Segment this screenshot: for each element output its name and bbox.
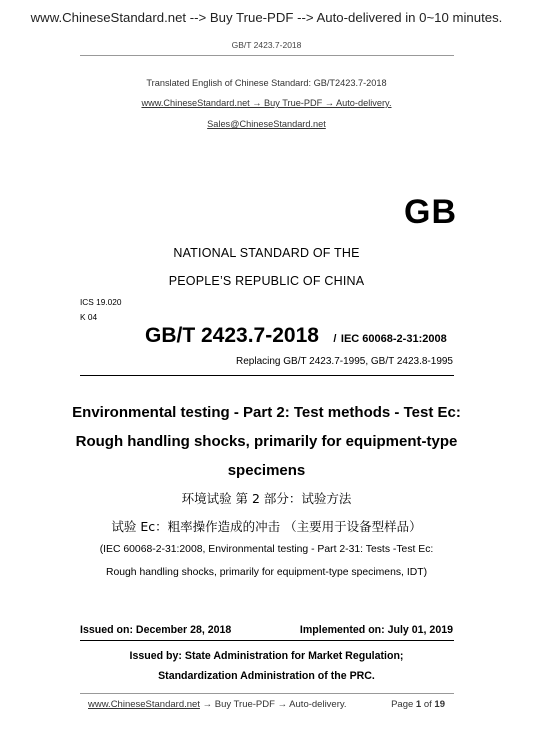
replacing-note: Replacing GB/T 2423.7-1995, GB/T 2423.8-1995 <box>236 356 453 367</box>
issue-date: Issued on: December 28, 2018 <box>80 624 232 636</box>
title-divider <box>80 375 454 376</box>
total-pages: 19 <box>434 699 445 710</box>
of-label: of <box>423 699 432 710</box>
dates-divider <box>80 640 454 641</box>
standard-number: GB/T 2423.7-2018 <box>145 324 319 347</box>
page-label: Page <box>391 699 414 710</box>
iec-reference-line-2: Rough handling shocks, primarily for equipment-type specimens, IDT) <box>105 567 428 578</box>
implementation-date: Implemented on: July 01, 2019 <box>299 624 453 636</box>
issued-by-line-1: Issued by: State Administration for Market Regulation; <box>129 650 404 662</box>
title-line-3: specimens <box>227 462 306 479</box>
issued-by-line-2: Standardization Administration of the PRC. <box>158 670 375 682</box>
header-divider <box>80 55 454 56</box>
footer-delivery <box>88 699 347 710</box>
chinese-title-line-2: 试验 Ec：粗率操作造成的冲击 （主要用于设备型样品） <box>111 519 422 534</box>
national-standard-line-1: NATIONAL STANDARD OF THE <box>173 246 360 260</box>
current-page: 1 <box>415 699 422 710</box>
national-standard-line-2: PEOPLE’S REPUBLIC OF CHINA <box>168 274 365 288</box>
gb-mark: GB <box>404 193 457 231</box>
standard-designation <box>145 324 447 348</box>
standard-separator: / <box>333 333 337 345</box>
ics-code: ICS 19.020 <box>80 297 122 307</box>
ccs-code: K 04 <box>80 312 98 322</box>
iec-reference-line-1: (IEC 60068-2-31:2008, Environmental testing - Part 2-31: Tests -Test Ec: <box>99 544 434 555</box>
footer-delivery-text: → Buy True-PDF → Auto-delivery. <box>199 699 347 710</box>
sales-email-link[interactable]: Sales@ChineseStandard.net <box>207 119 326 129</box>
iec-equivalent: IEC 60068-2-31:2008 <box>340 333 447 345</box>
title-line-1: Environmental testing - Part 2: Test methods - Test Ec: <box>72 404 461 421</box>
page-indicator <box>391 699 445 710</box>
top-banner: www.ChineseStandard.net --> Buy True-PDF --> Auto-delivered in 0~10 minutes. <box>30 10 503 25</box>
chinese-title-line-1: 环境试验 第 2 部分：试验方法 <box>181 491 352 506</box>
footer-divider <box>80 693 454 694</box>
title-line-2: Rough handling shocks, primarily for equipment-type <box>75 433 458 450</box>
translation-note: Translated English of Chinese Standard: GB/T2423.7-2018 <box>146 78 387 88</box>
delivery-note <box>0 98 533 108</box>
footer-site-link[interactable]: www.ChineseStandard.net <box>88 699 200 710</box>
sales-email <box>0 119 533 129</box>
header-standard-number: GB/T 2423.7-2018 <box>231 40 302 50</box>
delivery-note-text[interactable]: www.ChineseStandard.net → Buy True-PDF → Auto-delivery. <box>141 98 392 108</box>
